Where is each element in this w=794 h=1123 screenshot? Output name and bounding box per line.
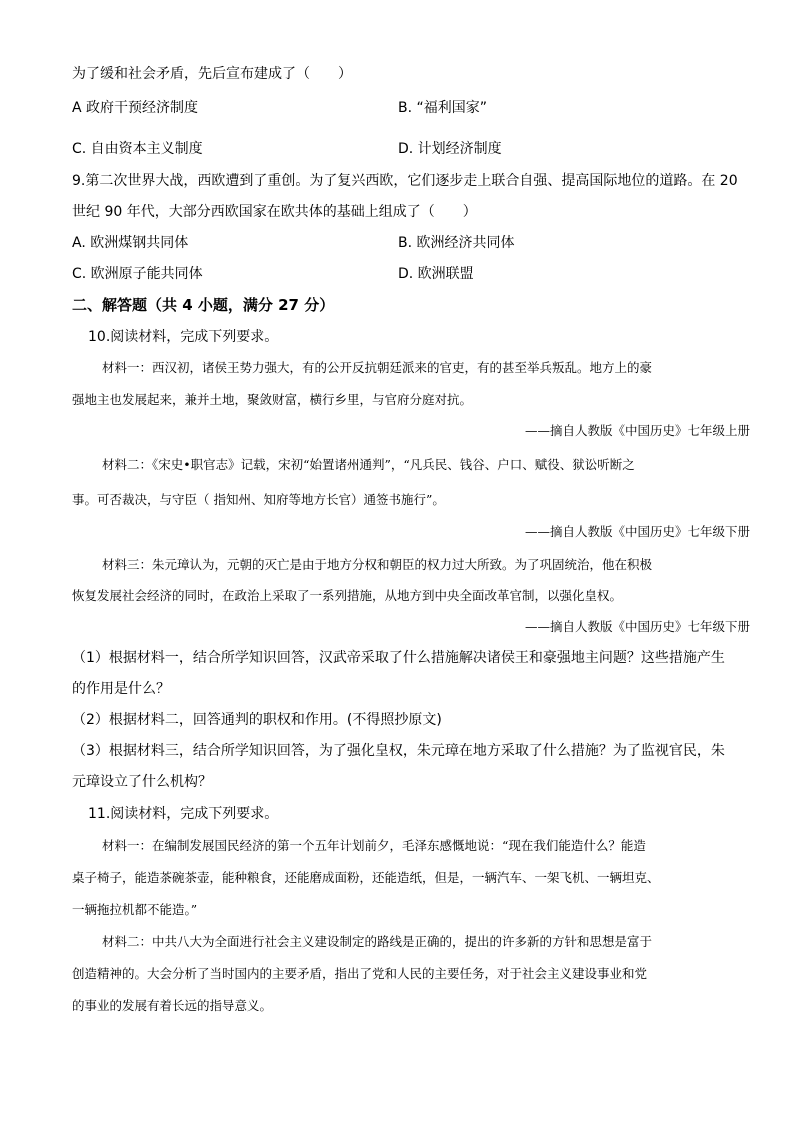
- q10-subquestion3-line2: 元璋设立了什么机构？: [72, 774, 212, 790]
- q9-option-d: D. 欧洲联盟: [398, 266, 474, 282]
- q10-intro: 10.阅读材料，完成下列要求。: [88, 329, 279, 345]
- q9-option-a: A. 欧洲煤钢共同体: [72, 235, 189, 251]
- q10-material2-line2: 事。可否裁决，与守臣（ 指知州、知府等地方长官）通签书施行”。: [72, 492, 445, 507]
- q10-material1-line2: 强地主也发展起来，兼并土地，聚敛财富，横行乡里，与官府分庭对抗。: [72, 392, 473, 407]
- q9-option-b: B. 欧洲经济共同体: [398, 235, 515, 251]
- q10-material2-line1: 材料二：《宋史•职官志》记载，宋初“始置诸州通判”，“凡兵民、钱谷、户口、赋役、狱讼听断之: [102, 457, 635, 472]
- q10-material1-source: ——摘自人教版《中国历史》七年级上册: [524, 423, 750, 438]
- q10-material2-source: ——摘自人教版《中国历史》七年级下册: [524, 524, 750, 539]
- q10-subquestion1-line2: 的作用是什么？: [72, 681, 170, 697]
- q11-material2-line1: 材料二：中共八大为全面进行社会主义建设制定的路线是正确的，提出的许多新的方针和思想是富于: [102, 934, 653, 949]
- q10-subquestion2: （2）根据材料二，回答通判的职权和作用。(不得照抄原文): [72, 712, 442, 728]
- q10-subquestion1-line1: （1）根据材料一，结合所学知识回答，汉武帝采取了什么措施解决诸侯王和豪强地主问题？这些措施产生: [72, 650, 725, 666]
- q11-material1-line2: 桌子椅子，能造茶碗茶壶，能种粮食，还能磨成面粉，还能造纸，但是，一辆汽车、一架飞机、一辆坦克、: [72, 870, 660, 885]
- q11-intro: 11.阅读材料，完成下列要求。: [88, 806, 279, 822]
- q9-option-c: C. 欧洲原子能共同体: [72, 266, 203, 282]
- q10-material3-source: ——摘自人教版《中国历史》七年级下册: [524, 619, 750, 634]
- section-title: 二、解答题（共 4 小题，满分 27 分）: [72, 296, 335, 314]
- q8-option-c: C. 自由资本主义制度: [72, 141, 203, 157]
- q10-material1-line1: 材料一：西汉初，诸侯王势力强大，有的公开反抗朝廷派来的官吏，有的甚至举兵叛乱。地方上的豪: [102, 360, 653, 375]
- q11-material2-line3: 的事业的发展有着长远的指导意义。: [72, 998, 273, 1013]
- q9-stem-line2: 世纪 90 年代，大部分西欧国家在欧共体的基础上组成了（ ）: [72, 204, 477, 220]
- q8-option-d: D. 计划经济制度: [398, 141, 502, 157]
- q11-material1-line1: 材料一：在编制发展国民经济的第一个五年计划前夕，毛泽东感慨地说：“现在我们能造什么？能造: [102, 838, 646, 853]
- q8-stem: 为了缓和社会矛盾，先后宣布建成了（ ）: [72, 66, 352, 82]
- q10-material3-line2: 恢复发展社会经济的同时，在政治上采取了一系列措施，从地方到中央全面改革官制，以强化皇权。: [72, 588, 623, 603]
- q8-option-b: B. “福利国家”: [398, 100, 488, 116]
- q10-subquestion3-line1: （3）根据材料三，结合所学知识回答，为了强化皇权，朱元璋在地方采取了什么措施？为了监视官民，朱: [72, 743, 725, 759]
- q10-material3-line1: 材料三：朱元璋认为，元朝的灭亡是由于地方分权和朝臣的权力过大所致。为了巩固统治，他在积极: [102, 557, 653, 572]
- q11-material2-line2: 创造精神的。大会分析了当时国内的主要矛盾，指出了党和人民的主要任务，对于社会主义建设事业和党: [72, 966, 648, 981]
- q8-option-a: A 政府干预经济制度: [72, 100, 199, 116]
- q11-material1-line3: 一辆拖拉机都不能造。”: [72, 902, 198, 917]
- q9-stem-line1: 9.第二次世界大战，西欧遭到了重创。为了复兴西欧，它们逐步走上联合自强、提高国际地位的道路。在 20: [72, 173, 738, 189]
